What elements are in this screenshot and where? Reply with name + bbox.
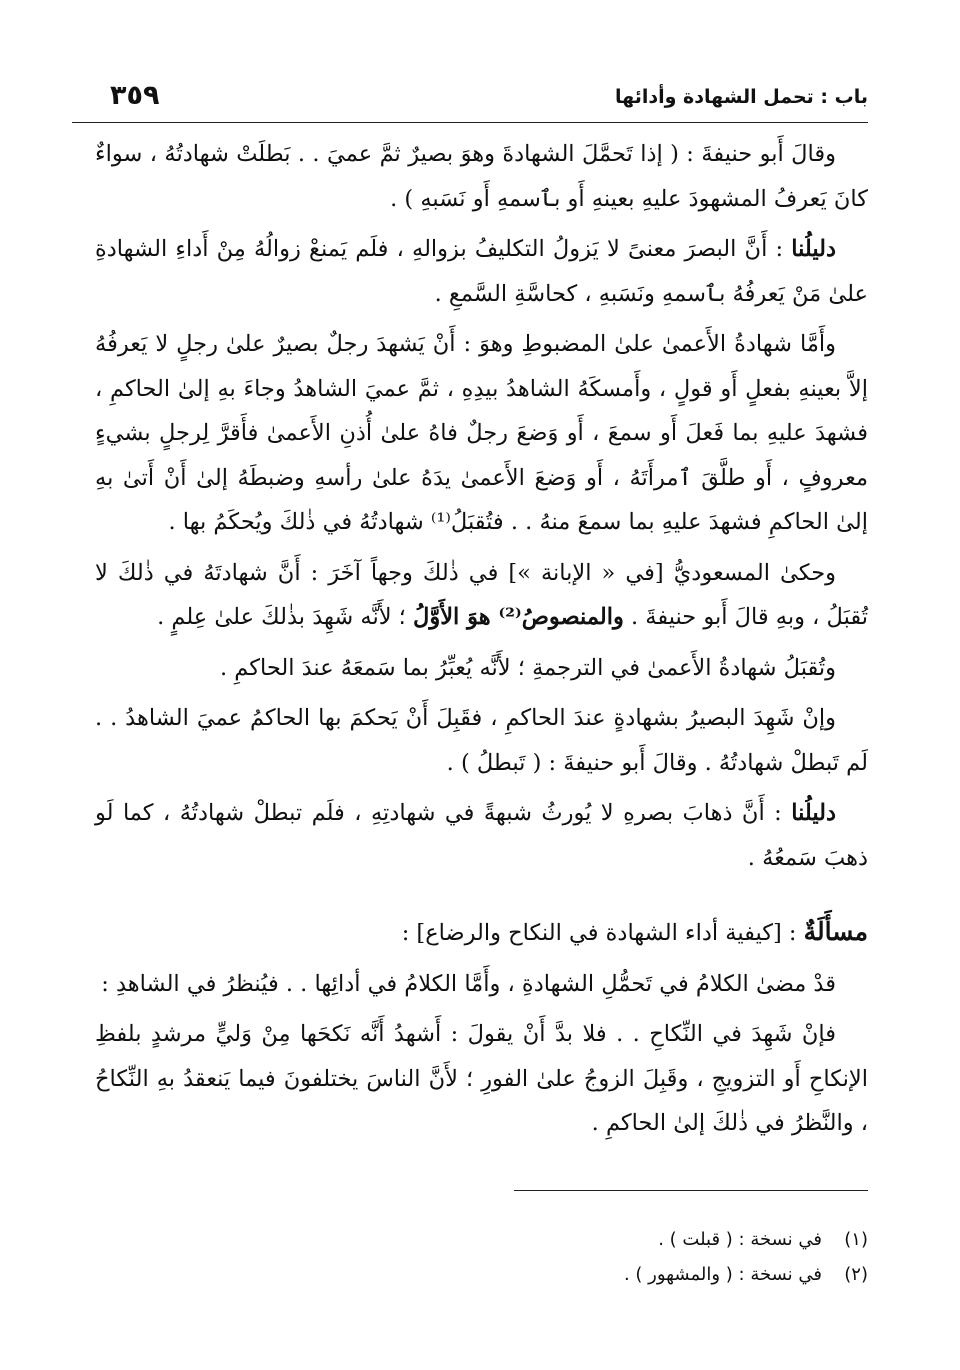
paragraph-2 — [95, 227, 868, 316]
main-text — [95, 132, 868, 1150]
footnote-text: في نسخة : ( والمشهور ) . — [623, 1264, 822, 1285]
paragraph-7-text: : أَنَّ ذهابَ بصرهِ لا يُورثُ شبهةً في شهادتِهِ ، فلَم تبطلْ شهادتُهُ ، كما لَو ذهبَ سَمعُهُ . — [95, 800, 868, 871]
paragraph-4 — [95, 551, 868, 640]
paragraph-1: وقالَ أَبو حنيفةَ : ( إذا تَحمَّلَ الشهادةَ وهوَ بصيرٌ ثمَّ عميَ . . بَطلَتْ شهادتُهُ ، سواءٌ كانَ يَعرفُ المشهودَ عليهِ بعينهِ أَو بٱسمهِ أَو نَسَبهِ ) . — [95, 141, 868, 212]
footnote-number: (١) — [844, 1229, 868, 1250]
masala-heading — [95, 910, 868, 956]
footnote-number: (٢) — [844, 1264, 868, 1285]
running-head: باب : تحمل الشهادة وأدائها — [615, 86, 868, 108]
footnote-divider — [514, 1190, 868, 1191]
evidence-label: دليلُنا — [791, 236, 836, 262]
paragraph-7 — [95, 791, 868, 880]
header-divider — [72, 122, 868, 123]
paragraph-4-text-b: ؛ لأَنَّه شَهِدَ بذٰلكَ علىٰ عِلمٍ . — [157, 604, 413, 630]
paragraph-9: فإنْ شَهِدَ في النِّكاحِ . . فلا بدَّ أَنْ يقولَ : أَشهدُ أَنَّه نَكحَها مِنْ وَليٍّ مرشدٍ بلفظِ الإنكاحِ أَو التزويجِ ، وقَبِلَ الزوجُ علىٰ الفورِ ؛ لأَنَّ الناسَ يختلفونَ فيما يَنعقدُ بهِ النِّكاحُ ، والنَّظرُ في ذٰلكَ إلىٰ الحاكمِ . — [95, 1021, 868, 1136]
masala-label: مسأَلَةٌ — [803, 917, 868, 946]
paragraph-8: قدْ مضىٰ الكلامُ في تَحمُّلِ الشهادةِ ، وأَمَّا الكلامُ في أدائِها . . فيُنظرُ في الشاهدِ : — [101, 970, 836, 997]
page-header — [80, 80, 868, 120]
paragraph-2-text: : أَنَّ البصرَ معنىً لا يَزولُ التكليفُ بزوالهِ ، فلَم يَمنعْ زوالُهُ مِنْ أَداءِ الشهادةِ علىٰ مَنْ يَعرفُهُ بٱسمهِ ونَسَبهِ ، كحاسَّةِ السَّمعِ . — [95, 236, 868, 307]
evidence-label-2: دليلُنا — [791, 800, 836, 826]
paragraph-5: وتُقبَلُ شهادةُ الأَعمىٰ في الترجمةِ ؛ لأَنَّه يُعبِّرُ بما سَمعَهُ عندَ الحاكمِ . — [219, 654, 836, 681]
footnote-text: في نسخة : ( قبلت ) . — [658, 1229, 822, 1250]
masala-title: : [كيفية أداء الشهادة في النكاح والرضاع] : — [401, 920, 804, 946]
paragraph-4-bold: والمنصوصُ⁽²⁾ هوَ الأَوَّلُ — [413, 604, 624, 630]
paragraph-3: وأَمَّا شهادةُ الأَعمىٰ علىٰ المضبوطِ وهوَ : أَنْ يَشهدَ رجلٌ بصيرٌ علىٰ رجلٍ لا يَعرفُهُ إلاَّ بعينهِ بفعلٍ أَو قولٍ ، وأَمسكَهُ الشاهدُ بيدِهِ ، ثمَّ عميَ الشاهدُ وجاءَ بهِ إلىٰ الحاكمِ ، فشهدَ عليهِ بما فَعلَ أَو سمعَ ، أَو وَضعَ رجلٌ فاهُ علىٰ أُذنِ الأَعمىٰ فأَقرَّ لِرجلٍ بشيءٍ معروفٍ ، أَو طلَّقَ ٱمرأَتَهُ ، أَو وَضعَ الأَعمىٰ يدَهُ علىٰ رأسهِ وضبطَهُ إلىٰ أَنْ أَتىٰ بهِ إلىٰ الحاكمِ فشهدَ عليهِ بما سمعَ منهُ . . فتُقبَلُ⁽¹⁾ شهادتُهُ في ذٰلكَ ويُحكَمُ بها . — [95, 331, 868, 535]
page-number: ٣٥٩ — [110, 80, 160, 111]
paragraph-4-text-a: وحكىٰ المسعوديُّ [في « الإبانة »] في ذٰلكَ وجهاً آخَرَ : أَنَّ شهادتَهُ في ذٰلكَ لا تُقبَلُ ، وبهِ قالَ أَبو حنيفةَ . — [95, 559, 868, 630]
footnote-1 — [624, 1222, 868, 1257]
footnote-2 — [624, 1257, 868, 1292]
paragraph-6: وإنْ شَهِدَ البصيرُ بشهادةٍ عندَ الحاكمِ ، فقَبِلَ أَنْ يَحكمَ بها الحاكمُ عميَ الشاهدُ . . لَم تَبطلْ شهادتُهُ . وقالَ أَبو حنيفةَ : ( تَبطلُ ) . — [95, 705, 868, 776]
footnotes — [624, 1222, 868, 1292]
